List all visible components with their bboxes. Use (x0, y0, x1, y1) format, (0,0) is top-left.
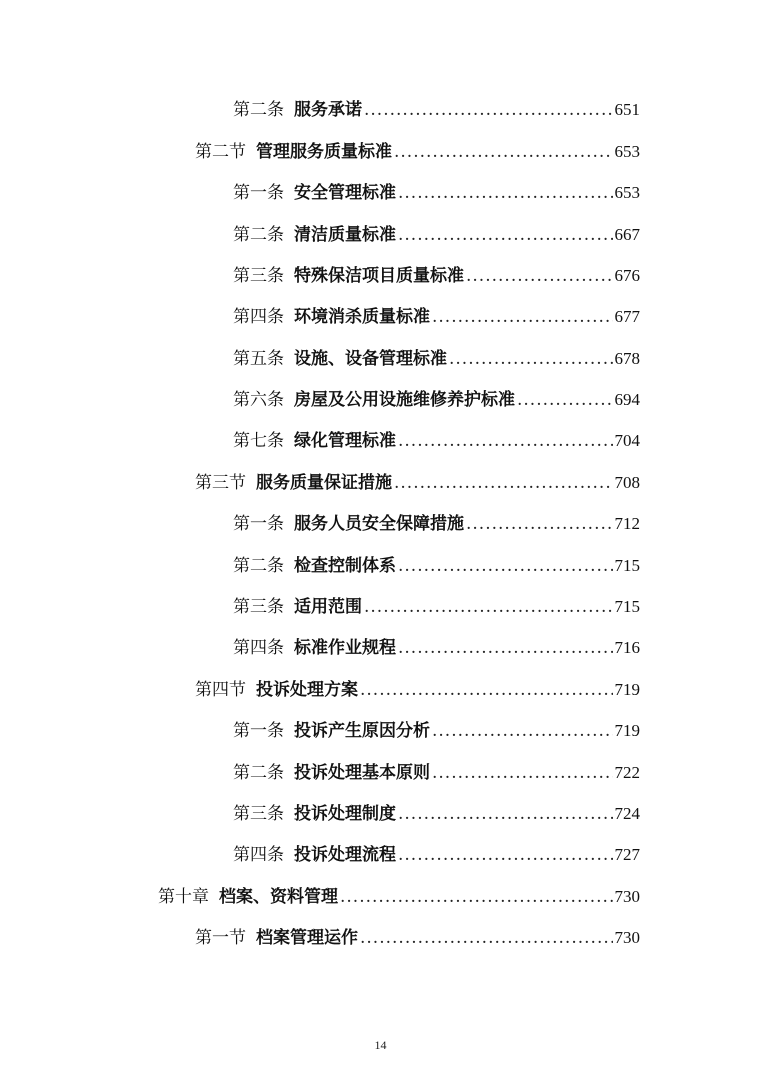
toc-entry-prefix: 第二条 (233, 100, 284, 120)
toc-entry[interactable] (195, 677, 640, 703)
toc-entry[interactable] (195, 139, 640, 165)
dot-leader (398, 180, 613, 206)
dot-leader (394, 139, 613, 165)
toc-entry-prefix: 第四条 (233, 845, 284, 865)
toc-entry-prefix: 第三条 (233, 266, 284, 286)
toc-entry-page: 727 (614, 845, 640, 864)
toc-entry-page: 653 (614, 183, 640, 202)
toc-entry-page: 704 (614, 431, 640, 450)
dot-leader (466, 263, 613, 289)
toc-entry[interactable] (233, 97, 640, 123)
dot-leader (466, 511, 613, 537)
toc-entry-prefix: 第二条 (233, 763, 284, 783)
toc-entry-title: 环境消杀质量标准 (294, 307, 430, 327)
dot-leader (360, 925, 613, 951)
toc-entry-prefix: 第二条 (233, 225, 284, 245)
toc-entry-page: 724 (614, 804, 640, 823)
toc-entry-prefix: 第四节 (195, 680, 246, 700)
toc-entry[interactable] (233, 304, 640, 330)
toc-entry[interactable] (233, 594, 640, 620)
toc-entry[interactable] (158, 884, 640, 910)
toc-entry-prefix: 第一节 (195, 928, 246, 948)
toc-entry-prefix: 第四条 (233, 307, 284, 327)
toc-entry-title: 服务质量保证措施 (256, 473, 392, 493)
toc-entry-prefix: 第七条 (233, 431, 284, 451)
toc-entry[interactable] (195, 925, 640, 951)
toc-entry-page: 677 (614, 307, 640, 326)
toc-entry[interactable] (233, 635, 640, 661)
toc-entry-page: 722 (614, 763, 640, 782)
toc-entry-page: 667 (614, 225, 640, 244)
toc-entry-prefix: 第一条 (233, 514, 284, 534)
toc-entry-page: 676 (614, 266, 640, 285)
toc-entry-title: 房屋及公用设施维修养护标准 (294, 390, 515, 410)
toc-entry-prefix: 第十章 (158, 887, 209, 907)
toc-entry-page: 653 (614, 142, 640, 161)
dot-leader (398, 428, 613, 454)
toc-entry-title: 服务承诺 (294, 100, 362, 120)
toc-entry[interactable] (233, 222, 640, 248)
toc-entry-page: 719 (614, 721, 640, 740)
toc-entry-prefix: 第三节 (195, 473, 246, 493)
toc-entry-title: 检查控制体系 (294, 556, 396, 576)
dot-leader (432, 760, 613, 786)
toc-entry-page: 715 (614, 597, 640, 616)
dot-leader (432, 718, 613, 744)
dot-leader (517, 387, 613, 413)
toc-entry[interactable] (233, 718, 640, 744)
toc-entry-page: 678 (614, 349, 640, 368)
toc-entry[interactable] (195, 470, 640, 496)
toc-entry[interactable] (233, 511, 640, 537)
dot-leader (340, 884, 613, 910)
dot-leader (432, 304, 613, 330)
toc-entry-page: 694 (614, 390, 640, 409)
toc-entry-prefix: 第五条 (233, 349, 284, 369)
toc-entry-prefix: 第四条 (233, 638, 284, 658)
dot-leader (398, 553, 613, 579)
dot-leader (394, 470, 613, 496)
toc-entry-title: 安全管理标准 (294, 183, 396, 203)
toc-entry-title: 服务人员安全保障措施 (294, 514, 464, 534)
toc-entry-title: 档案、资料管理 (219, 887, 338, 907)
toc-entry-page: 716 (614, 638, 640, 657)
toc-entry-prefix: 第六条 (233, 390, 284, 410)
toc-entry-page: 712 (614, 514, 640, 533)
toc-entry-title: 投诉处理制度 (294, 804, 396, 824)
toc-entry-prefix: 第三条 (233, 804, 284, 824)
toc-entry-page: 719 (614, 680, 640, 699)
toc-entry[interactable] (233, 346, 640, 372)
toc-entry-title: 绿化管理标准 (294, 431, 396, 451)
toc-entry-title: 适用范围 (294, 597, 362, 617)
toc-entry-prefix: 第一条 (233, 721, 284, 741)
toc-entry-title: 档案管理运作 (256, 928, 358, 948)
toc-entry[interactable] (233, 801, 640, 827)
toc-entry-page: 715 (614, 556, 640, 575)
page-number: 14 (374, 1038, 387, 1052)
toc-entry-prefix: 第一条 (233, 183, 284, 203)
dot-leader (398, 635, 613, 661)
toc-entry[interactable] (233, 760, 640, 786)
toc-entry[interactable] (233, 387, 640, 413)
toc-entry-title: 标准作业规程 (294, 638, 396, 658)
toc-entry-title: 投诉处理基本原则 (294, 763, 430, 783)
toc-entry-page: 708 (614, 473, 640, 492)
toc-entry-prefix: 第三条 (233, 597, 284, 617)
toc-entry-prefix: 第二条 (233, 556, 284, 576)
toc-entry-title: 投诉产生原因分析 (294, 721, 430, 741)
toc-entry-title: 投诉处理流程 (294, 845, 396, 865)
dot-leader (449, 346, 613, 372)
toc-entry-page: 730 (614, 928, 640, 947)
toc-entry[interactable] (233, 180, 640, 206)
dot-leader (398, 222, 613, 248)
dot-leader (398, 842, 613, 868)
toc-entry-title: 管理服务质量标准 (256, 142, 392, 162)
dot-leader (364, 594, 613, 620)
toc-entry-title: 设施、设备管理标准 (294, 349, 447, 369)
dot-leader (360, 677, 613, 703)
toc-entry-title: 清洁质量标准 (294, 225, 396, 245)
toc-entry-title: 投诉处理方案 (256, 680, 358, 700)
toc-entry-title: 特殊保洁项目质量标准 (294, 266, 464, 286)
dot-leader (398, 801, 613, 827)
toc-entry-page: 730 (614, 887, 640, 906)
toc-entry[interactable] (233, 842, 640, 868)
dot-leader (364, 97, 613, 123)
toc-entry-prefix: 第二节 (195, 142, 246, 162)
toc-entry[interactable] (233, 263, 640, 289)
toc-entry[interactable] (233, 428, 640, 454)
toc-entry[interactable] (233, 553, 640, 579)
toc-entry-page: 651 (614, 100, 640, 119)
